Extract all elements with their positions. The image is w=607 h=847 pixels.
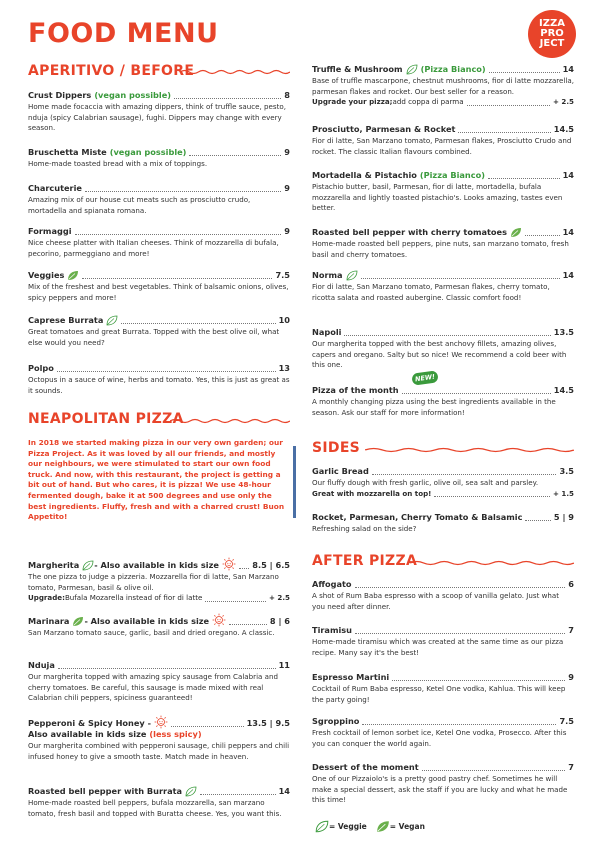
menu-item-marinara bbox=[28, 613, 290, 639]
upgrade-price: + 1.5 bbox=[553, 488, 574, 498]
logo-line-3: JECT bbox=[539, 38, 565, 49]
menu-item-pizza-of-the-month bbox=[312, 385, 574, 418]
section-title-neapolitan: NEAPOLITAN PIZZA bbox=[28, 411, 184, 427]
kids-smiley-icon bbox=[222, 557, 236, 571]
item-price: 7.5 bbox=[559, 716, 574, 726]
menu-item-veggies bbox=[28, 270, 290, 303]
menu-item-rocket-salad bbox=[312, 512, 574, 535]
item-description: Our margherita combined with pepperoni sausage, chili peppers and chili infused honey to give a smooth taste. Match made in heaven. bbox=[28, 741, 290, 761]
item-description: Fior di latte, San Marzano tomato, Parmesan flakes, cherry tomato, ricotta salata and roasted aubergine. Classic comfort food! bbox=[312, 282, 550, 302]
item-name: Bruschetta Miste bbox=[28, 147, 107, 157]
kids-smiley-icon bbox=[212, 613, 226, 627]
veggie-leaf-icon bbox=[106, 315, 118, 326]
veggie-leaf-icon bbox=[185, 786, 197, 797]
item-price: 9 bbox=[284, 147, 290, 157]
menu-item-dessert bbox=[312, 762, 574, 806]
menu-item-norma bbox=[312, 270, 574, 303]
item-name: Marinara bbox=[28, 616, 70, 626]
vegan-leaf-icon bbox=[72, 616, 84, 627]
item-description: Pistachio butter, basil, Parmesan, fior di latte, mortadella, bufala mozzarella and lightly toasted pistachio's. Looks amazing, tastes even better. bbox=[312, 182, 563, 212]
item-kids-note: - Also available in kids size bbox=[84, 616, 210, 626]
item-description: Cocktail of Rum Baba espresso, Ketel One vodka, Kahlua. This will keep the party going! bbox=[312, 684, 566, 704]
item-price: 8 | 6 bbox=[269, 616, 290, 626]
item-description: A monthly changing pizza using the best ingredients available in the season. Ask our staff for more information! bbox=[312, 397, 556, 417]
item-price: 8.5 | 6.5 bbox=[252, 560, 290, 570]
menu-item-polpo bbox=[28, 363, 290, 396]
item-name: Formaggi bbox=[28, 226, 72, 236]
item-name: Mortadella & Pistachio bbox=[312, 170, 417, 180]
item-price: 6 bbox=[568, 579, 574, 589]
item-name: Veggies bbox=[28, 270, 65, 280]
new-badge: NEW! bbox=[411, 370, 438, 386]
item-description: Nice cheese platter with Italian cheeses. Think of mozzarella di bufala, pecorino, parmeggiano and more! bbox=[28, 238, 279, 258]
legend-veggie-label: = Veggie bbox=[329, 822, 367, 831]
wave-divider-icon bbox=[180, 69, 290, 75]
item-name: Roasted bell pepper with Burrata bbox=[28, 786, 183, 796]
item-name: Dessert of the moment bbox=[312, 762, 419, 772]
item-price: 13.5 | 9.5 bbox=[246, 718, 290, 728]
item-name: Pizza of the month bbox=[312, 385, 399, 395]
menu-item-margherita bbox=[28, 557, 290, 604]
item-description: San Marzano tomato sauce, garlic, basil and dried oregano. A classic. bbox=[28, 628, 275, 637]
item-description: Home-made roasted bell peppers, bufala mozzarella, san marzano tomato, fresh basil and topped with Buratta cheese. Yes, you want this. bbox=[28, 798, 282, 818]
item-name: Affogato bbox=[312, 579, 352, 589]
item-price: 10 bbox=[278, 315, 290, 325]
item-price: 14 bbox=[562, 270, 574, 280]
menu-item-tiramisu bbox=[312, 625, 574, 658]
section-title-after: AFTER PIZZA bbox=[312, 553, 418, 569]
item-description: Our margherita topped with amazing spicy sausage from Calabria and cherry tomatoes. Be careful, this sausage is made mixed with real Calabrian chili peppers, spiciness guaranteed! bbox=[28, 672, 278, 702]
page-title: FOOD MENU bbox=[28, 18, 219, 49]
veggie-leaf-icon bbox=[406, 64, 418, 75]
item-price: 3.5 bbox=[559, 466, 574, 476]
item-name: Nduja bbox=[28, 660, 55, 670]
item-name: Polpo bbox=[28, 363, 54, 373]
menu-item-prosciutto bbox=[312, 124, 574, 157]
menu-item-formaggi bbox=[28, 226, 290, 259]
diet-legend bbox=[312, 820, 431, 833]
item-price: 13.5 bbox=[553, 327, 574, 337]
item-price: 9 bbox=[284, 226, 290, 236]
item-price: 14 bbox=[278, 786, 290, 796]
item-description: One of our Pizzaiolo's is a pretty good pastry chef. Sometimes he will make a special dessert, ask the staff if you are lucky and what he made this time! bbox=[312, 774, 568, 804]
item-tag: (Pizza Bianco) bbox=[420, 64, 486, 74]
kids-smiley-icon bbox=[154, 715, 168, 729]
item-name: Caprese Burrata bbox=[28, 315, 104, 325]
menu-item-pepperoni bbox=[28, 715, 290, 762]
item-description: Refreshing salad on the side? bbox=[312, 524, 417, 533]
item-description: The one pizza to judge a pizzeria. Mozzarella fior di latte, San Marzano tomato, Parmesan, basil & olive oil. bbox=[28, 572, 279, 592]
item-description: Mix of the freshest and best vegetables. Think of balsamic onions, olives, spicy peppers and more! bbox=[28, 282, 289, 302]
section-title-aperitivo: APERITIVO / BEFORE bbox=[28, 63, 195, 79]
item-name: Espresso Martini bbox=[312, 672, 390, 682]
item-description: Great tomatoes and great Burrata. Topped with the best olive oil, what else would you need? bbox=[28, 327, 280, 347]
upgrade-text: add coppa di parma bbox=[392, 97, 464, 106]
item-tag: (vegan possible) bbox=[109, 147, 187, 157]
item-price: 7.5 bbox=[275, 270, 290, 280]
item-description: Fior di latte, San Marzano tomato, Parmesan flakes, Prosciutto Crudo and rocket. The classic Italian flavours combined. bbox=[312, 136, 572, 156]
upgrade-label: Upgrade your pizza; bbox=[312, 97, 393, 106]
upgrade-label: Upgrade: bbox=[28, 593, 65, 602]
veggie-leaf-icon bbox=[346, 270, 358, 281]
item-price: 14.5 bbox=[553, 124, 574, 134]
upgrade-text: Great with mozzarella on top! bbox=[312, 488, 432, 498]
menu-item-garlic-bread bbox=[312, 466, 574, 499]
menu-item-affogato bbox=[312, 579, 574, 612]
section-title-sides: SIDES bbox=[312, 440, 361, 456]
item-kids-note: Also available in kids size bbox=[28, 729, 147, 739]
item-description: Home-made roasted bell peppers, pine nuts, san marzano tomato, fresh basil and cherry tomatoes. bbox=[312, 239, 569, 259]
item-price: 14 bbox=[562, 227, 574, 237]
item-name: Prosciutto, Parmesan & Rocket bbox=[312, 124, 456, 134]
item-name: Crust Dippers bbox=[28, 90, 92, 100]
item-price: 14 bbox=[562, 64, 574, 74]
item-price: 9 bbox=[284, 183, 290, 193]
vegan-leaf-icon bbox=[510, 227, 522, 238]
wave-divider-icon bbox=[410, 560, 574, 566]
item-price: 14 bbox=[562, 170, 574, 180]
item-name: Charcuterie bbox=[28, 183, 82, 193]
menu-item-caprese-burrata bbox=[28, 315, 290, 348]
menu-item-nduja bbox=[28, 660, 290, 704]
menu-item-napoli bbox=[312, 327, 574, 371]
item-price: 13 bbox=[278, 363, 290, 373]
item-description: Amazing mix of our house cut meats such as prosciutto crudo, mortadella and spianata romana. bbox=[28, 195, 251, 215]
item-price: 8 bbox=[284, 90, 290, 100]
menu-item-mortadella bbox=[312, 170, 574, 214]
wave-divider-icon bbox=[365, 447, 574, 453]
item-upgrade bbox=[28, 593, 290, 604]
item-description: Base of truffle mascarpone, chestnut mushrooms, fior di latte mozzarella, parmesan flakes and rocket. Our best seller for a reason. bbox=[312, 76, 574, 96]
item-name: Tiramisu bbox=[312, 625, 352, 635]
upgrade-price: + 2.5 bbox=[553, 97, 574, 106]
item-description: Home made focaccia with amazing dippers, think of truffle sauce, pesto, nduja (spicy Calabrian sausage), fughi. Dippers may change with every season. bbox=[28, 102, 286, 132]
item-name: Garlic Bread bbox=[312, 466, 369, 476]
item-price: 9 bbox=[568, 672, 574, 682]
menu-item-truffle-mushroom bbox=[312, 64, 574, 108]
item-name: Truffle & Mushroom bbox=[312, 64, 403, 74]
upgrade-price: + 2.5 bbox=[269, 593, 290, 602]
menu-item-espresso-martini bbox=[312, 672, 574, 705]
menu-item-charcuterie bbox=[28, 183, 290, 216]
item-upgrade bbox=[312, 97, 574, 108]
item-description: Home-made tiramisu which was created at the same time as our pizza recipe. Many say it's the best! bbox=[312, 637, 564, 657]
item-description: A shot of Rum Baba espresso with a scoop of vanilla gelato. Just what you need after dinner. bbox=[312, 591, 560, 611]
item-name: Margherita bbox=[28, 560, 80, 570]
scroll-marker bbox=[293, 446, 296, 518]
item-name: Norma bbox=[312, 270, 343, 280]
item-description: Our margherita topped with the best anchovy fillets, amazing olives, capers and oregano. Salty but so nice! We recommend a cold beer with this one. bbox=[312, 339, 567, 369]
item-name: Napoli bbox=[312, 327, 342, 337]
item-name: Roasted bell pepper with cherry tomatoes bbox=[312, 227, 507, 237]
pizza-project-logo bbox=[528, 10, 576, 58]
vegan-leaf-icon bbox=[67, 270, 79, 281]
menu-item-bruschetta bbox=[28, 147, 290, 170]
neapolitan-intro: In 2018 we started making pizza in our very own garden; our Pizza Project. As it was loved by all our friends, and mostly our neighbours, we were stimulated to start our own food truck. And now, with this restaurant, the project is getting a bit out of hand. But who cares, it is pizza! We use 48-hour fermented dough, bake it at 500 degrees and use only the best ingredients. Fluffy, fresh and with a charred crust! Buon Appetito! bbox=[28, 438, 285, 522]
item-tag: (Pizza Bianco) bbox=[419, 170, 485, 180]
item-description: Fresh cocktail of lemon sorbet ice, Ketel One vodka, Prosecco. After this you can conquer the world again. bbox=[312, 728, 567, 748]
item-price: 7 bbox=[568, 762, 574, 772]
menu-item-sgroppino bbox=[312, 716, 574, 749]
item-tag: (vegan possible) bbox=[94, 90, 172, 100]
item-kids-note: - Also available in kids size bbox=[94, 560, 219, 570]
menu-item-crust-dippers bbox=[28, 90, 290, 134]
logo-line-2: PRO bbox=[540, 28, 564, 39]
item-name: Sgroppino bbox=[312, 716, 360, 726]
item-price: 11 bbox=[278, 660, 290, 670]
item-name: Pepperoni & Spicy Honey - bbox=[28, 718, 152, 728]
item-upgrade bbox=[312, 489, 574, 500]
legend-vegan-label: = Vegan bbox=[389, 822, 425, 831]
wave-divider-icon bbox=[170, 418, 290, 424]
vegan-leaf-icon bbox=[376, 820, 390, 833]
menu-item-roasted-pepper-burrata bbox=[28, 786, 290, 819]
logo-line-1: IZZA bbox=[539, 18, 565, 29]
item-price: 5 | 9 bbox=[553, 512, 574, 522]
item-price: 14.5 bbox=[553, 385, 574, 395]
item-description: Home-made toasted bread with a mix of toppings. bbox=[28, 159, 208, 168]
veggie-leaf-icon bbox=[82, 560, 94, 571]
item-name: Rocket, Parmesan, Cherry Tomato & Balsamic bbox=[312, 512, 523, 522]
menu-item-roasted-pepper-cherry bbox=[312, 227, 574, 260]
item-description: Our fluffy dough with fresh garlic, olive oil, sea salt and parsley. bbox=[312, 478, 539, 487]
veggie-leaf-icon bbox=[315, 820, 329, 833]
upgrade-text: Bufala Mozarella instead of fior di latte bbox=[64, 593, 203, 602]
item-price: 7 bbox=[568, 625, 574, 635]
item-description: Octopus in a sauce of wine, herbs and tomato. Yes, this is just as great as it sounds. bbox=[28, 375, 290, 395]
item-tag: (less spicy) bbox=[149, 729, 202, 739]
